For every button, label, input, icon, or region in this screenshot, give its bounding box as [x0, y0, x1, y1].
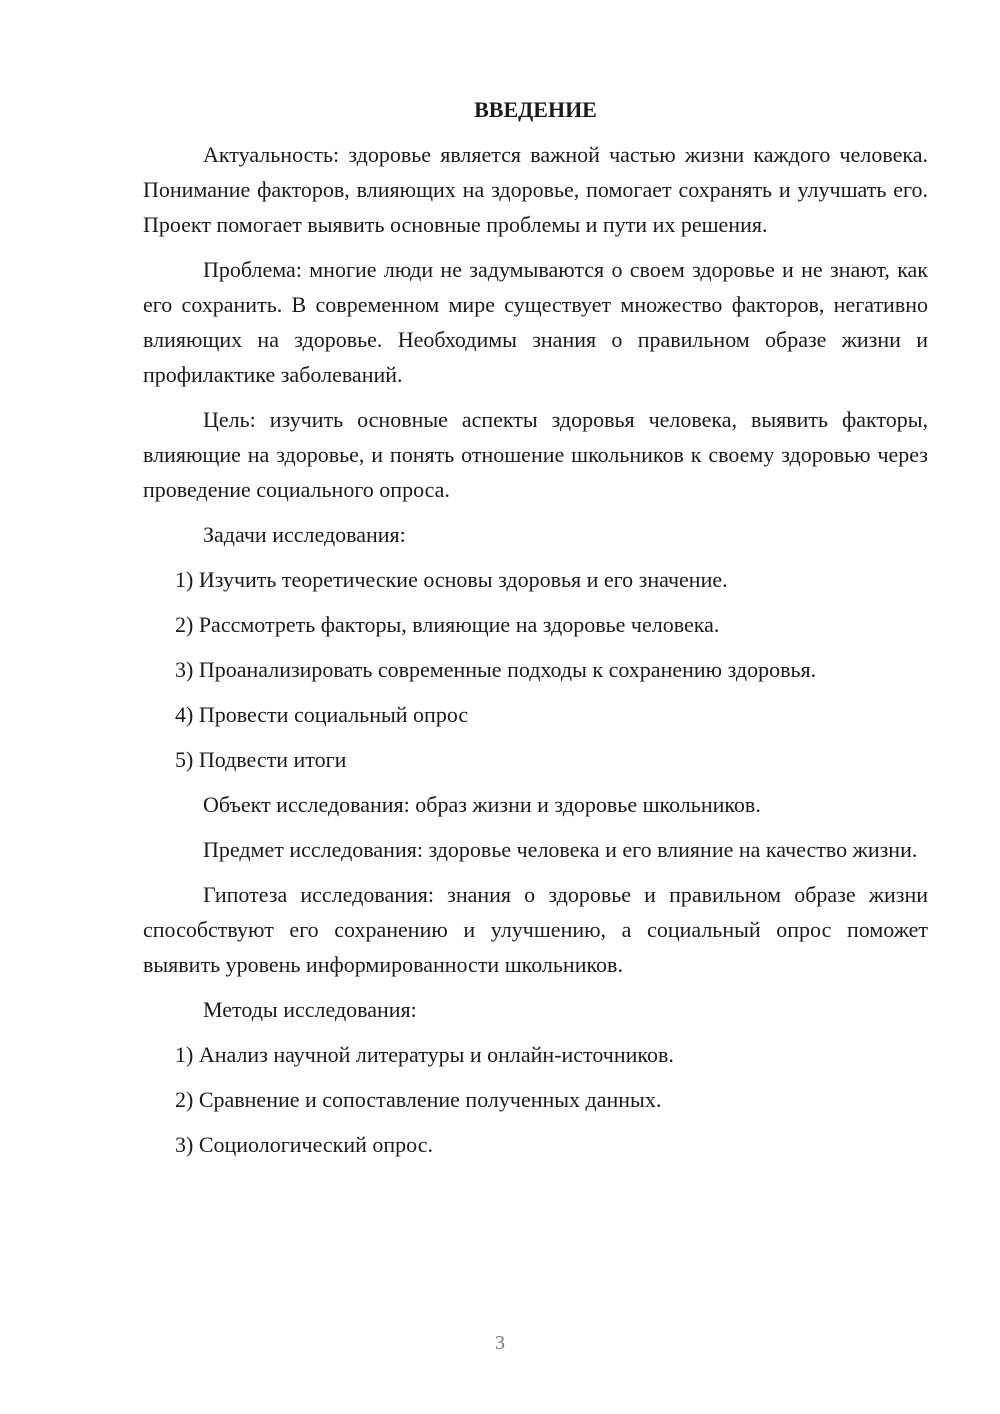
problem-paragraph: Проблема: многие люди не задумываются о своем здоровье и не знают, как его сохранить. В современном мире существует множество факторов, негативно влияющих на здоровье. Необходимы знания о правильном образе жизни и профилактике заболеваний.	[143, 257, 928, 387]
methods-list	[143, 1037, 928, 1162]
page-number: 3	[495, 1332, 505, 1354]
subject-paragraph: Предмет исследования: здоровье человека и его влияние на качество жизни.	[203, 837, 918, 862]
list-item: 1) Изучить теоретические основы здоровья и его значение.	[175, 567, 728, 592]
list-item: 3) Социологический опрос.	[175, 1132, 433, 1157]
relevance-paragraph: Актуальность: здоровье является важной частью жизни каждого человека. Понимание факторов, влияющих на здоровье, помогает сохранять и улучшать его. Проект помогает выявить основные проблемы и пути их решения.	[143, 142, 928, 237]
list-item: 1) Анализ научной литературы и онлайн-источников.	[175, 1042, 674, 1067]
hypothesis-paragraph: Гипотеза исследования: знания о здоровье и правильном образе жизни способствуют его сохранению и улучшению, а социальный опрос поможет выявить уровень информированности школьников.	[143, 882, 928, 977]
methods-heading: Методы исследования:	[203, 997, 417, 1022]
tasks-list	[143, 562, 928, 777]
tasks-heading: Задачи исследования:	[203, 522, 406, 547]
page-title: ВВЕДЕНИЕ	[474, 97, 597, 122]
list-item: 4) Провести социальный опрос	[175, 702, 469, 727]
list-item: 3) Проанализировать современные подходы к сохранению здоровья.	[175, 657, 817, 682]
list-item: 2) Рассмотреть факторы, влияющие на здоровье человека.	[175, 612, 720, 637]
page-content	[143, 92, 928, 1172]
list-item: 5) Подвести итоги	[175, 747, 347, 772]
object-paragraph: Объект исследования: образ жизни и здоровье школьников.	[203, 792, 761, 817]
list-item: 2) Сравнение и сопоставление полученных данных.	[175, 1087, 662, 1112]
goal-paragraph: Цель: изучить основные аспекты здоровья человека, выявить факторы, влияющие на здоровье, и понять отношение школьников к своему здоровью через проведение социального опроса.	[143, 407, 928, 502]
